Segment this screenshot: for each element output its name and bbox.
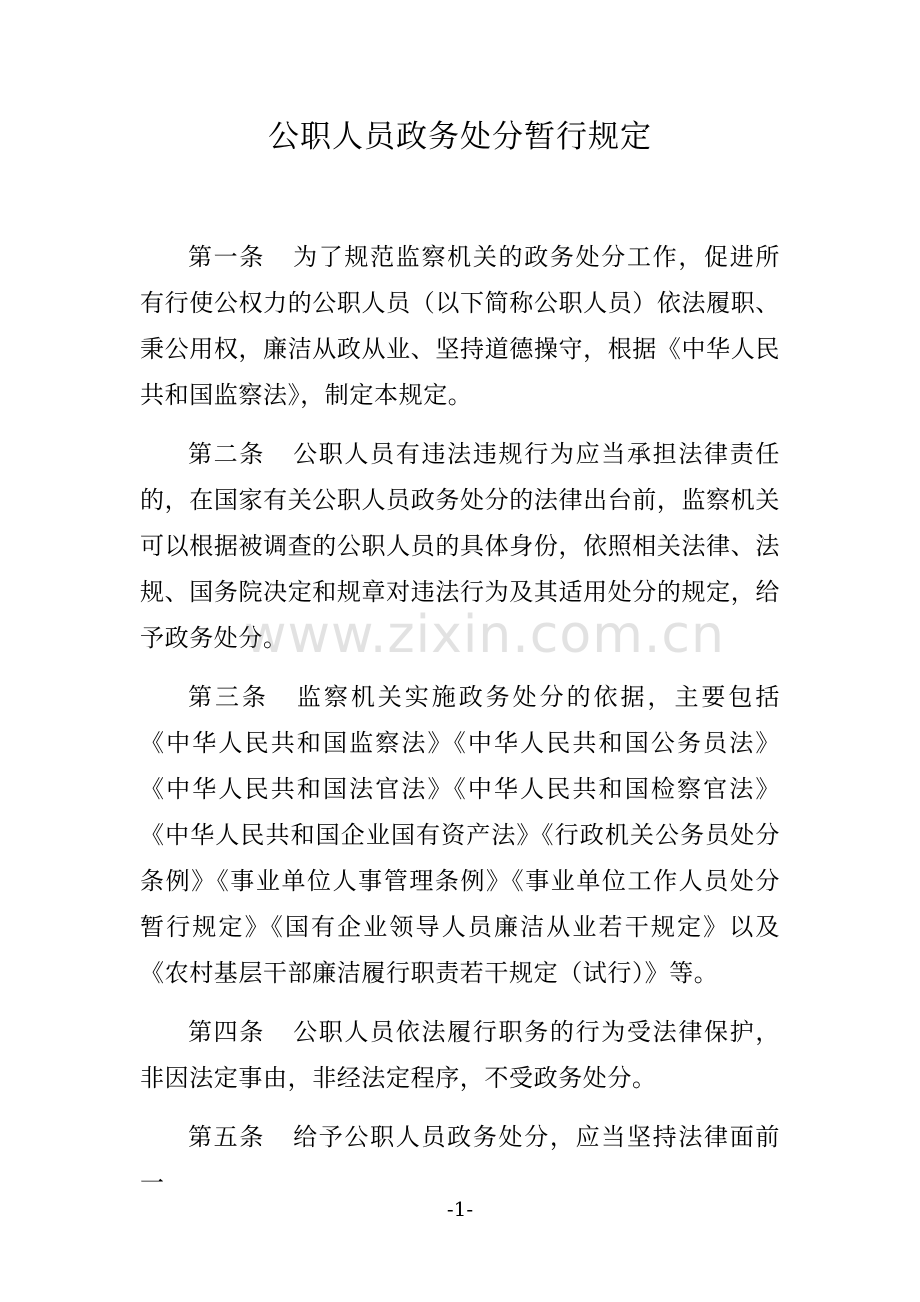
article-label: 第二条	[188, 440, 266, 468]
article-3	[140, 674, 780, 996]
article-label: 第五条	[188, 1123, 266, 1151]
article-text: 监察机关实施政务处分的依据，主要包括《中华人民共和国监察法》《中华人民共和国公务员法》《中华人民共和国法官法》《中华人民共和国检察官法》《中华人民共和国企业国有资产法》《行政机关公务员处分条例》《事业单位人事管理条例》《事业单位工作人员处分暂行规定》《国有企业领导人员廉洁从业若干规定》以及《农村基层干部廉洁履行职责若干规定（试行）》等。	[140, 683, 780, 987]
article-2	[140, 431, 780, 661]
watermark: www.zixin.com.cn	[244, 605, 725, 665]
article-label: 第三条	[188, 683, 269, 711]
article-label: 第一条	[188, 243, 266, 271]
article-text: 公职人员有违法违规行为应当承担法律责任的，在国家有关公职人员政务处分的法律出台前，监察机关可以根据被调查的公职人员的具体身份，依照相关法律、法规、国务院决定和规章对违法行为及其适用处分的规定，给予政务处分。	[140, 440, 780, 652]
article-5	[140, 1114, 780, 1206]
document-body	[140, 234, 780, 1219]
article-text: 公职人员依法履行职务的行为受法律保护，非因法定事由，非经法定程序，不受政务处分。	[140, 1018, 780, 1092]
article-text: 给予公职人员政务处分，应当坚持法律面前一	[140, 1123, 780, 1197]
article-label: 第四条	[188, 1018, 266, 1046]
document-title: 公职人员政务处分暂行规定	[268, 119, 652, 155]
article-1	[140, 234, 780, 418]
page-number: -1-	[446, 1197, 474, 1221]
article-text: 为了规范监察机关的政务处分工作，促进所有行使公权力的公职人员（以下简称公职人员）依法履职、秉公用权，廉洁从政从业、坚持道德操守，根据《中华人民共和国监察法》，制定本规定。	[140, 243, 780, 409]
article-4	[140, 1009, 780, 1101]
